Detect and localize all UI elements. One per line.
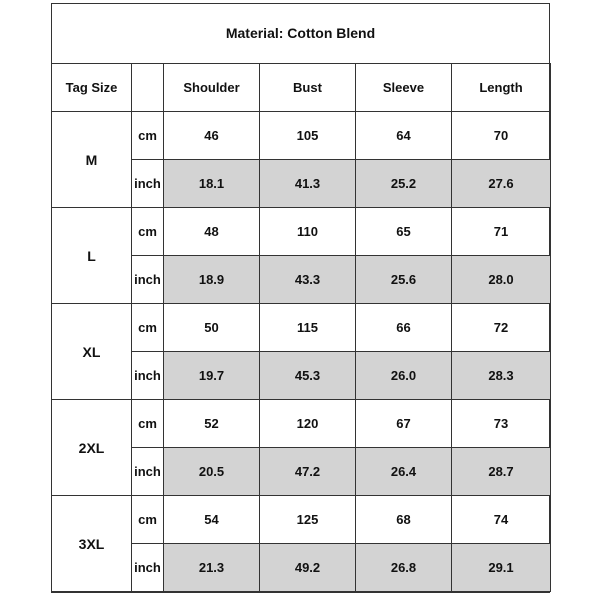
header-unit bbox=[132, 64, 164, 112]
table-row bbox=[52, 304, 551, 352]
shoulder-cell: 18.9 bbox=[164, 256, 260, 304]
table-row bbox=[52, 400, 551, 448]
unit-cell: inch bbox=[132, 160, 164, 208]
length-cell: 72 bbox=[452, 304, 551, 352]
sleeve-cell: 25.2 bbox=[356, 160, 452, 208]
sleeve-cell: 26.4 bbox=[356, 448, 452, 496]
unit-cell: cm bbox=[132, 208, 164, 256]
length-cell: 74 bbox=[452, 496, 551, 544]
bust-cell: 45.3 bbox=[260, 352, 356, 400]
length-cell: 73 bbox=[452, 400, 551, 448]
sleeve-cell: 65 bbox=[356, 208, 452, 256]
shoulder-cell: 48 bbox=[164, 208, 260, 256]
size-table bbox=[51, 63, 551, 592]
unit-cell: inch bbox=[132, 256, 164, 304]
shoulder-cell: 50 bbox=[164, 304, 260, 352]
length-cell: 28.7 bbox=[452, 448, 551, 496]
shoulder-cell: 46 bbox=[164, 112, 260, 160]
table-row bbox=[52, 496, 551, 544]
header-tag-size: Tag Size bbox=[52, 64, 132, 112]
unit-cell: inch bbox=[132, 352, 164, 400]
shoulder-cell: 19.7 bbox=[164, 352, 260, 400]
length-cell: 28.3 bbox=[452, 352, 551, 400]
header-bust: Bust bbox=[260, 64, 356, 112]
table-row bbox=[52, 112, 551, 160]
bust-cell: 43.3 bbox=[260, 256, 356, 304]
bust-cell: 120 bbox=[260, 400, 356, 448]
table-row bbox=[52, 208, 551, 256]
tag-size-cell: M bbox=[52, 112, 132, 208]
sleeve-cell: 26.0 bbox=[356, 352, 452, 400]
unit-cell: inch bbox=[132, 544, 164, 592]
header-row bbox=[52, 64, 551, 112]
tag-size-cell: 3XL bbox=[52, 496, 132, 592]
length-cell: 70 bbox=[452, 112, 551, 160]
sleeve-cell: 66 bbox=[356, 304, 452, 352]
bust-cell: 110 bbox=[260, 208, 356, 256]
sleeve-cell: 26.8 bbox=[356, 544, 452, 592]
header-length: Length bbox=[452, 64, 551, 112]
length-cell: 29.1 bbox=[452, 544, 551, 592]
length-cell: 28.0 bbox=[452, 256, 551, 304]
tag-size-cell: L bbox=[52, 208, 132, 304]
length-cell: 71 bbox=[452, 208, 551, 256]
tag-size-cell: 2XL bbox=[52, 400, 132, 496]
length-cell: 27.6 bbox=[452, 160, 551, 208]
tag-size-cell: XL bbox=[52, 304, 132, 400]
bust-cell: 125 bbox=[260, 496, 356, 544]
sleeve-cell: 25.6 bbox=[356, 256, 452, 304]
header-sleeve: Sleeve bbox=[356, 64, 452, 112]
unit-cell: cm bbox=[132, 400, 164, 448]
unit-cell: cm bbox=[132, 112, 164, 160]
shoulder-cell: 54 bbox=[164, 496, 260, 544]
sleeve-cell: 67 bbox=[356, 400, 452, 448]
material-title: Material: Cotton Blend bbox=[51, 3, 550, 64]
shoulder-cell: 52 bbox=[164, 400, 260, 448]
unit-cell: cm bbox=[132, 304, 164, 352]
bust-cell: 115 bbox=[260, 304, 356, 352]
unit-cell: inch bbox=[132, 448, 164, 496]
shoulder-cell: 20.5 bbox=[164, 448, 260, 496]
bust-cell: 49.2 bbox=[260, 544, 356, 592]
sleeve-cell: 68 bbox=[356, 496, 452, 544]
bust-cell: 41.3 bbox=[260, 160, 356, 208]
bust-cell: 105 bbox=[260, 112, 356, 160]
unit-cell: cm bbox=[132, 496, 164, 544]
header-shoulder: Shoulder bbox=[164, 64, 260, 112]
shoulder-cell: 18.1 bbox=[164, 160, 260, 208]
shoulder-cell: 21.3 bbox=[164, 544, 260, 592]
bust-cell: 47.2 bbox=[260, 448, 356, 496]
sleeve-cell: 64 bbox=[356, 112, 452, 160]
